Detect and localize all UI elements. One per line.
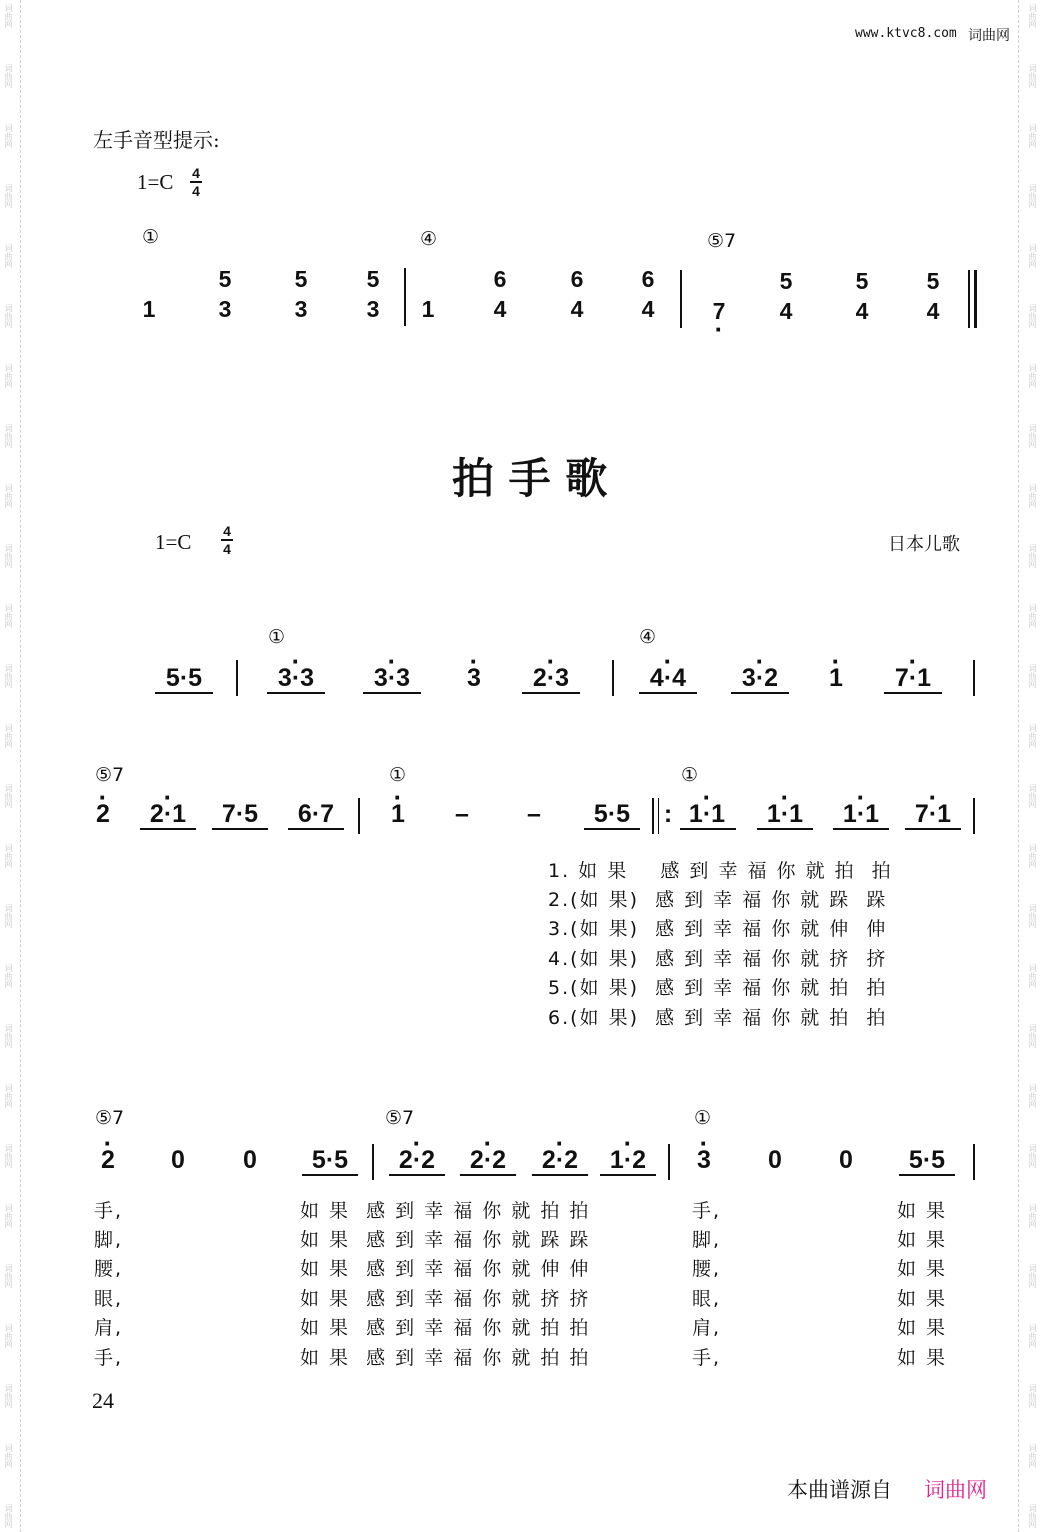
chord-mark: ① xyxy=(268,626,286,648)
lyric-cell: 肩, xyxy=(692,1317,722,1339)
right-watermark-strip xyxy=(1024,0,1040,1532)
page-number: 24 xyxy=(92,1388,114,1413)
lyric-cell: 眼, xyxy=(692,1288,722,1310)
note: 5·5 xyxy=(165,664,203,692)
hint-key: 1=C xyxy=(137,170,174,194)
note: · 2·2 xyxy=(470,1146,506,1174)
hint-note: 5 xyxy=(218,266,232,292)
note: · 2 xyxy=(101,1146,115,1174)
lyric-cell: 手, xyxy=(692,1200,722,1222)
watermark-text: 词曲网 xyxy=(4,904,13,928)
underline xyxy=(155,692,213,694)
lyric-cell: 脚, xyxy=(692,1229,722,1251)
final-barline-thick xyxy=(974,270,977,328)
watermark-text: 词曲网 xyxy=(1028,1024,1037,1048)
watermark-text: 词曲网 xyxy=(4,844,13,868)
hint-note: 4 xyxy=(641,296,655,322)
left-dashed-border xyxy=(20,0,21,1532)
chord-mark: ⑤7 xyxy=(95,1107,125,1129)
watermark-text: 词曲网 xyxy=(4,304,13,328)
watermark-text: 词曲网 xyxy=(4,544,13,568)
hint-note: 5 xyxy=(779,268,793,294)
watermark-text: 词曲网 xyxy=(1028,1324,1037,1348)
hint-note: 3 xyxy=(366,296,380,322)
note: · 3·3 xyxy=(278,664,314,692)
watermark-text: 词曲网 xyxy=(4,1144,13,1168)
hint-mark-57: ⑤7 xyxy=(707,230,737,252)
watermark-text: 词曲网 xyxy=(1028,184,1037,208)
note: · 1 xyxy=(391,800,405,828)
watermark-text: 词曲网 xyxy=(4,604,13,628)
note: · 1·1 xyxy=(689,800,725,828)
hint-note: 3 xyxy=(294,296,308,322)
underline xyxy=(899,1174,955,1176)
hint-note: 6 xyxy=(641,266,655,292)
final-barline-thin xyxy=(968,270,970,328)
underline xyxy=(302,1174,358,1176)
underline xyxy=(532,1174,588,1176)
lyric-cell: 如 果 感 到 幸 福 你 就 拍 拍 xyxy=(300,1347,591,1369)
underline xyxy=(363,692,421,694)
repeat-barline-thick xyxy=(652,798,654,834)
barline xyxy=(680,270,682,328)
note: 0 xyxy=(839,1146,853,1174)
barline xyxy=(372,1144,374,1180)
watermark-text: 词曲网 xyxy=(4,1024,13,1048)
lyric-cell: 如 果 xyxy=(897,1200,948,1222)
underline xyxy=(584,828,640,830)
chord-mark: ④ xyxy=(639,626,657,648)
song-time-signature xyxy=(221,524,233,556)
watermark-text: 词曲网 xyxy=(1028,724,1037,748)
watermark-text: 词曲网 xyxy=(4,484,13,508)
hint-note: 4 xyxy=(926,298,940,324)
barline xyxy=(358,798,360,834)
watermark-text: 词曲网 xyxy=(1028,304,1037,328)
underline xyxy=(460,1174,516,1176)
barline xyxy=(612,660,614,696)
watermark-text: 词曲网 xyxy=(4,1504,13,1528)
song-time-bottom: 4 xyxy=(223,540,231,557)
barline xyxy=(973,798,975,834)
repeat-barline-thin xyxy=(658,798,659,834)
hint-note: 1 xyxy=(421,296,435,322)
watermark-text: 词曲网 xyxy=(1028,1444,1037,1468)
watermark-text: 词曲网 xyxy=(4,424,13,448)
lyric-cell: 如 果 xyxy=(897,1258,948,1280)
watermark-text: 词曲网 xyxy=(4,1444,13,1468)
song-key: 1=C xyxy=(155,530,192,554)
hint-note: 4 xyxy=(570,296,584,322)
watermark-text: 词曲网 xyxy=(1028,1384,1037,1408)
lyric-cell: 如 果 感 到 幸 福 你 就 跺 跺 xyxy=(300,1229,591,1251)
watermark-text: 词曲网 xyxy=(4,724,13,748)
watermark-text: 词曲网 xyxy=(4,1384,13,1408)
underline xyxy=(731,692,789,694)
note: 0 xyxy=(243,1146,257,1174)
lyric-line-6: 6.(如 果) 感 到 幸 福 你 就 拍 拍 xyxy=(548,1007,888,1029)
note: · 3 xyxy=(467,664,481,692)
hint-time-signature xyxy=(190,166,202,198)
lyric-cell: 如 果 感 到 幸 福 你 就 伸 伸 xyxy=(300,1258,591,1280)
watermark-text: 词曲网 xyxy=(4,244,13,268)
underline xyxy=(212,828,268,830)
watermark-text: 词曲网 xyxy=(4,1324,13,1348)
hint-note: 4 xyxy=(779,298,793,324)
note: 5·5 xyxy=(908,1146,946,1174)
note: · 2·1 xyxy=(150,800,186,828)
lyric-line-5: 5.(如 果) 感 到 幸 福 你 就 拍 拍 xyxy=(548,977,888,999)
note: 0 xyxy=(171,1146,185,1174)
lyric-cell: 脚, xyxy=(94,1229,124,1251)
barline xyxy=(404,268,406,326)
watermark-text: 词曲网 xyxy=(1028,1264,1037,1288)
watermark-text: 词曲网 xyxy=(1028,1204,1037,1228)
note: · 1 xyxy=(829,664,843,692)
note: · 1·1 xyxy=(843,800,879,828)
watermark-text: 词曲网 xyxy=(4,1084,13,1108)
watermark-text: 词曲网 xyxy=(4,784,13,808)
underline xyxy=(905,828,961,830)
watermark-text: 词曲网 xyxy=(1028,1504,1037,1528)
watermark-text: 词曲网 xyxy=(1028,904,1037,928)
lyric-cell: 如 果 xyxy=(897,1288,948,1310)
note: 0 xyxy=(768,1146,782,1174)
right-dashed-border xyxy=(1018,0,1019,1532)
chord-mark: ⑤7 xyxy=(385,1107,415,1129)
watermark-text: 词曲网 xyxy=(1028,964,1037,988)
underline xyxy=(833,828,889,830)
watermark-text: 词曲网 xyxy=(1028,1144,1037,1168)
hint-title: 左手音型提示: xyxy=(93,128,220,152)
watermark-text: 词曲网 xyxy=(1028,1084,1037,1108)
watermark-text: 词曲网 xyxy=(1028,124,1037,148)
left-watermark-strip xyxy=(0,0,16,1532)
watermark-text: 词曲网 xyxy=(4,64,13,88)
hint-note: 7 · xyxy=(713,298,726,325)
lyric-cell: 如 果 感 到 幸 福 你 就 挤 挤 xyxy=(300,1288,591,1310)
lyric-line-1: 1. 如 果 感 到 幸 福 你 就 拍 拍 xyxy=(548,860,893,882)
lyric-cell: 手, xyxy=(692,1347,722,1369)
hint-time-bottom: 4 xyxy=(192,182,200,199)
hint-note: 4 xyxy=(855,298,869,324)
footer-source: 本曲谱源自 xyxy=(787,1478,892,1502)
watermark-text: 词曲网 xyxy=(1028,364,1037,388)
watermark-text: 词曲网 xyxy=(1028,4,1037,28)
barline xyxy=(973,660,975,696)
hint-note: 4 xyxy=(493,296,507,322)
hint-note: 1 xyxy=(142,296,156,322)
footer-brand-link[interactable]: 词曲网 xyxy=(924,1478,987,1502)
watermark-text: 词曲网 xyxy=(1028,844,1037,868)
lyric-cell: 腰, xyxy=(94,1258,124,1280)
lyric-cell: 肩, xyxy=(94,1317,124,1339)
hint-note: 5 xyxy=(855,268,869,294)
hint-mark-4: ④ xyxy=(420,228,438,250)
note: 5·5 xyxy=(311,1146,349,1174)
hint-note: 6 xyxy=(570,266,584,292)
watermark-text: 词曲网 xyxy=(4,364,13,388)
chord-mark: ① xyxy=(681,764,699,786)
note: · 3 xyxy=(697,1146,711,1174)
hint-note: 5 xyxy=(294,266,308,292)
note: · 4·4 xyxy=(650,664,686,692)
watermark-text: 词曲网 xyxy=(4,664,13,688)
underline xyxy=(680,828,736,830)
lyric-cell: 如 果 xyxy=(897,1317,948,1339)
barline xyxy=(668,1144,670,1180)
note: · 2 xyxy=(96,800,110,828)
lyric-cell: 眼, xyxy=(94,1288,124,1310)
lyric-cell: 腰, xyxy=(692,1258,722,1280)
note: · 3·3 xyxy=(374,664,410,692)
repeat-dots: : xyxy=(663,800,673,828)
underline xyxy=(140,828,196,830)
watermark-text: 词曲网 xyxy=(4,1204,13,1228)
lyric-cell: 如 果 xyxy=(897,1347,948,1369)
watermark-text: 词曲网 xyxy=(1028,244,1037,268)
lyric-cell: 如 果 感 到 幸 福 你 就 拍 拍 xyxy=(300,1200,591,1222)
header-site-name: 词曲网 xyxy=(968,28,1010,44)
watermark-text: 词曲网 xyxy=(4,4,13,28)
watermark-text: 词曲网 xyxy=(1028,424,1037,448)
underline xyxy=(389,1174,445,1176)
barline xyxy=(973,1144,975,1180)
hint-note: 6 xyxy=(493,266,507,292)
note: · 1·2 xyxy=(610,1146,646,1174)
underline xyxy=(639,692,697,694)
chord-mark: ① xyxy=(389,764,407,786)
note: – xyxy=(527,800,541,828)
note: · 2·2 xyxy=(399,1146,435,1174)
note: · 1·1 xyxy=(767,800,803,828)
hint-note: 5 xyxy=(366,266,380,292)
watermark-text: 词曲网 xyxy=(4,124,13,148)
note: – xyxy=(455,800,469,828)
watermark-text: 词曲网 xyxy=(4,964,13,988)
watermark-text: 词曲网 xyxy=(1028,664,1037,688)
note: 5·5 xyxy=(593,800,631,828)
underline xyxy=(600,1174,656,1176)
hint-note: 5 xyxy=(926,268,940,294)
barline xyxy=(236,660,238,696)
watermark-text: 词曲网 xyxy=(1028,484,1037,508)
song-title: 拍 手 歌 xyxy=(452,454,608,503)
watermark-text: 词曲网 xyxy=(1028,64,1037,88)
lyric-cell: 如 果 感 到 幸 福 你 就 拍 拍 xyxy=(300,1317,591,1339)
note: · 7·1 xyxy=(915,800,951,828)
lyric-cell: 如 果 xyxy=(897,1229,948,1251)
note: 6·7 xyxy=(297,800,335,828)
header-site-url: www.ktvc8.com xyxy=(855,26,957,41)
underline xyxy=(522,692,580,694)
watermark-text: 词曲网 xyxy=(4,184,13,208)
lyric-line-3: 3.(如 果) 感 到 幸 福 你 就 伸 伸 xyxy=(548,918,888,940)
underline xyxy=(288,828,344,830)
lyric-cell: 手, xyxy=(94,1200,124,1222)
watermark-text: 词曲网 xyxy=(1028,544,1037,568)
chord-mark: ① xyxy=(694,1107,712,1129)
note: · 2·2 xyxy=(542,1146,578,1174)
lyric-cell: 手, xyxy=(94,1347,124,1369)
hint-mark-1: ① xyxy=(142,226,160,248)
underline xyxy=(267,692,325,694)
note: 7·5 xyxy=(221,800,259,828)
song-origin: 日本儿歌 xyxy=(888,534,960,555)
note: · 3·2 xyxy=(742,664,778,692)
watermark-text: 词曲网 xyxy=(1028,784,1037,808)
note: · 7·1 xyxy=(895,664,931,692)
watermark-text: 词曲网 xyxy=(1028,604,1037,628)
underline xyxy=(757,828,813,830)
hint-note: 3 xyxy=(218,296,232,322)
watermark-text: 词曲网 xyxy=(4,1264,13,1288)
song-time-top: 4 xyxy=(223,523,231,539)
lyric-line-2: 2.(如 果) 感 到 幸 福 你 就 跺 跺 xyxy=(548,889,888,911)
lyric-line-4: 4.(如 果) 感 到 幸 福 你 就 挤 挤 xyxy=(548,948,888,970)
chord-mark: ⑤7 xyxy=(95,764,125,786)
underline xyxy=(884,692,942,694)
hint-time-top: 4 xyxy=(192,165,200,181)
note: · 2·3 xyxy=(533,664,569,692)
